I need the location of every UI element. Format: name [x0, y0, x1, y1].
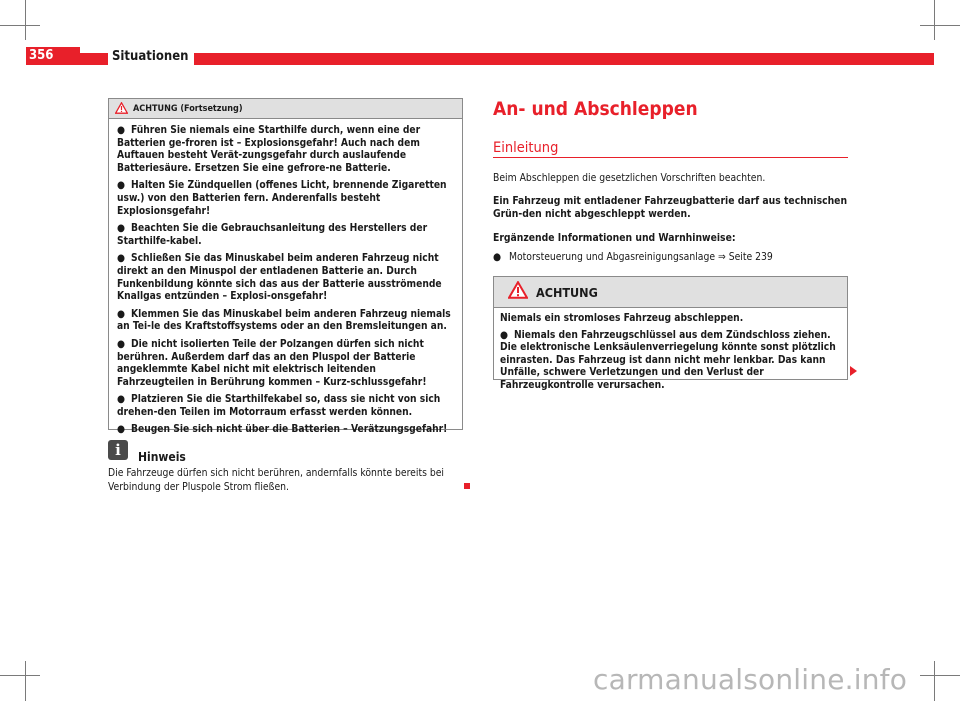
warning-box-header [109, 99, 462, 119]
hinweis-text: Die Fahrzeuge dürfen sich nicht berühren, andernfalls könnte bereits bei Verbindung der Pluspole Strom fließen. [108, 467, 445, 493]
page-reference-link[interactable]: Motorsteuerung und Abgasreinigungsanlage ⇒ Seite 239 [509, 251, 773, 263]
list-item: ● Beugen Sie sich nicht über die Batterien – Verätzungsgefahr! [117, 424, 448, 436]
crop-mark [25, 661, 26, 701]
achtung-body [494, 308, 847, 393]
subsection-title: Einleitung [493, 140, 559, 156]
subsection-rule [493, 157, 848, 158]
list-item: ● Schließen Sie das Minuskabel beim anderen Fahrzeug nicht direkt an den Minuspol der entladenen Batterie an. Durch Funkenbildung könnte sich das aus der Batterie ausströmende Knallgas entzünden – Explosi-onsgefahr! [117, 253, 442, 303]
intro-text: Beim Abschleppen die gesetzlichen Vorschriften beachten. [493, 172, 766, 184]
info-heading: Ergänzende Informationen und Warnhinweise: [493, 232, 736, 244]
crop-mark [25, 0, 26, 40]
crop-mark [0, 25, 40, 26]
hinweis-title: Hinweis [138, 450, 186, 464]
continue-arrow-icon [850, 366, 857, 376]
achtung-lead: Niemals ein stromloses Fahrzeug abschleppen. [500, 313, 744, 324]
achtung-box [493, 276, 848, 391]
end-marker-icon [464, 483, 470, 489]
achtung-title: ACHTUNG [536, 284, 598, 300]
list-item: ● Die nicht isolierten Teile der Polzangen dürfen sich nicht berühren. Außerdem darf das an den Pluspol der Batterie angeklemmte Kabel nicht mit elektrisch leitenden Fahrzeugteilen in Berührung kommen – Kurz-schlussgefahr! [117, 338, 427, 388]
crop-mark [934, 661, 935, 701]
watermark: carmanualsonline.info [593, 663, 908, 696]
bold-note: Ein Fahrzeug mit entladener Fahrzeugbatterie darf aus technischen Grün-den nicht abgeschleppt werden. [493, 195, 848, 220]
info-list-item: ● Motorsteuerung und Abgasreinigungsanlage ⇒ Seite 239 [493, 251, 773, 263]
list-item: ● Klemmen Sie das Minuskabel beim anderen Fahrzeug niemals an Tei-le des Kraftstoffsystems oder an den Bremsleitungen an. [117, 308, 451, 333]
warning-box [108, 98, 463, 436]
crop-mark [920, 675, 960, 676]
warning-triangle-icon [508, 281, 528, 303]
list-item: ● Niemals den Fahrzeugschlüssel aus dem Zündschloss ziehen. Die elektronische Lenksäulenverriegelung könnte sonst plötzlich einrasten. Das Fahrzeug ist dann nicht mehr lenkbar. Das kann Unfälle, schwere Verletzungen und den Verlust der Fahrzeugkontrolle verursachen. [500, 329, 836, 391]
list-item: ● Platzieren Sie die Starthilfekabel so, dass sie nicht von sich drehen-den Teilen im Motorraum erfasst werden können. [117, 394, 441, 418]
list-item: ● Halten Sie Zündquellen (offenes Licht, brennende Zigaretten usw.) von den Batterien fern. Anderenfalls besteht Explosionsgefahr! [117, 180, 447, 217]
list-item: ● Führen Sie niemals eine Starthilfe durch, wenn eine der Batterien ge-froren ist – Explosionsgefahr! Auch nach dem Auftauen besteht Verät-zungsgefahr durch auslaufende Batteriesäure. Ersetzen Sie eine gefrore-ne Batterie. [117, 125, 421, 174]
section-title: Situationen [108, 48, 194, 65]
page-number: 356 [26, 47, 80, 65]
warning-box-title: ACHTUNG (Fortsetzung) [133, 103, 243, 114]
list-item: ● Beachten Sie die Gebrauchsanleitung des Herstellers der Starthilfe-kabel. [117, 223, 428, 247]
crop-mark [934, 0, 935, 40]
crop-mark [0, 675, 40, 676]
warning-list [109, 119, 462, 437]
crop-mark [920, 25, 960, 26]
achtung-box-header [494, 277, 847, 308]
warning-triangle-icon [115, 99, 128, 118]
chapter-title: An- und Abschleppen [493, 98, 698, 120]
info-icon: i [108, 440, 128, 460]
